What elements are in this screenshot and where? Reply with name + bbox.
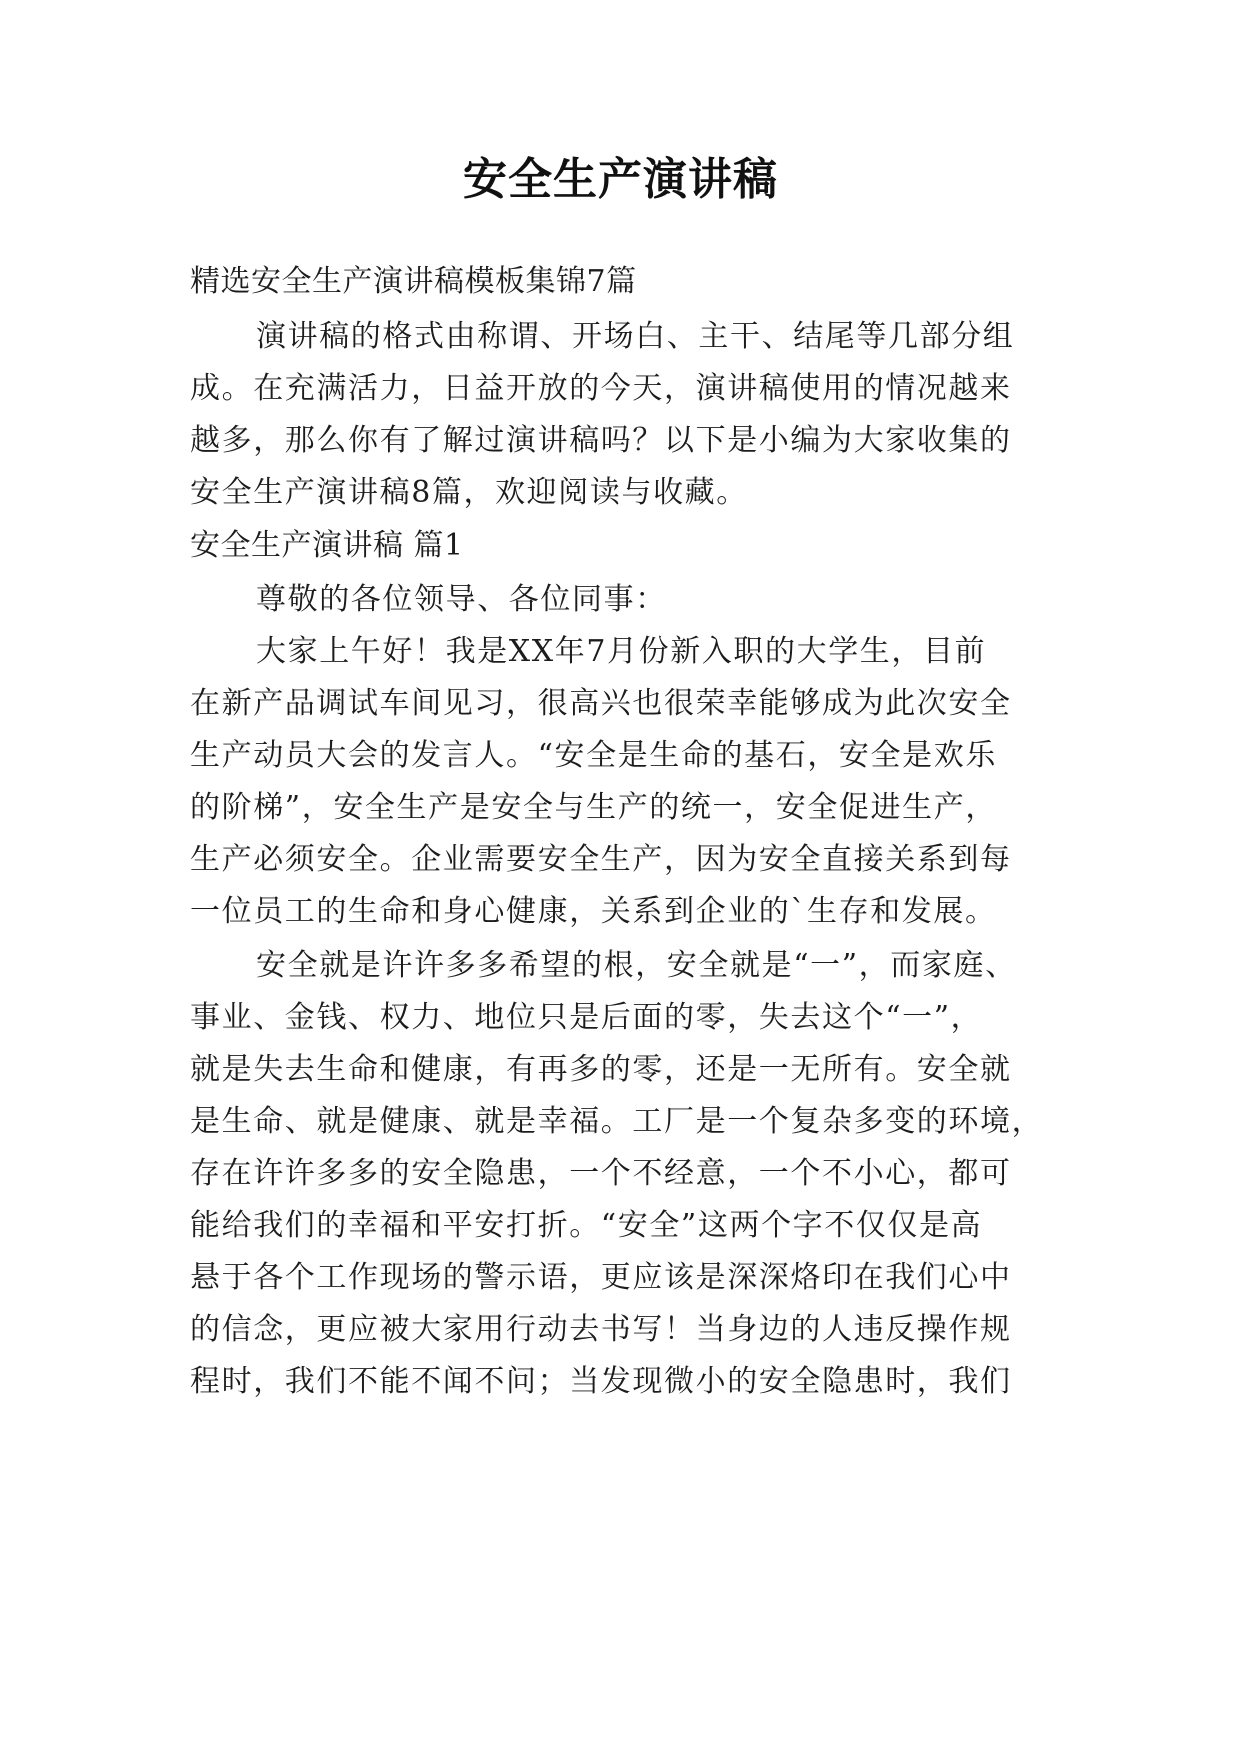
paragraph1-line: 生产必须安全。企业需要安全生产，因为安全直接关系到每 xyxy=(190,842,1012,877)
paragraph2-line: 程时，我们不能不闻不问；当发现微小的安全隐患时，我们 xyxy=(190,1364,1012,1399)
paragraph2-line: 能给我们的幸福和平安打折。“安全”这两个字不仅仅是高 xyxy=(190,1208,983,1243)
greeting: 尊敬的各位领导、各位同事： xyxy=(256,582,667,617)
paragraph1-line: 在新产品调试车间见习，很高兴也很荣幸能够成为此次安全 xyxy=(190,686,1012,721)
paragraph2-line: 悬于各个工作现场的警示语，更应该是深深烙印在我们心中 xyxy=(190,1260,1012,1295)
intro-line: 成。在充满活力，日益开放的今天，演讲稿使用的情况越来 xyxy=(190,371,1012,406)
paragraph1-line: 大家上午好！我是XX年7月份新入职的大学生，目前 xyxy=(256,634,987,669)
paragraph2-line: 就是失去生命和健康，有再多的零，还是一无所有。安全就 xyxy=(190,1052,1012,1087)
intro-line: 越多，那么你有了解过演讲稿吗？以下是小编为大家收集的 xyxy=(190,423,1012,458)
paragraph1-line: 的阶梯”，安全生产是安全与生产的统一，安全促进生产， xyxy=(190,790,997,825)
section-heading: 安全生产演讲稿 篇1 xyxy=(190,528,464,563)
paragraph2-line: 安全就是许许多多希望的根，安全就是“一”，而家庭、 xyxy=(256,948,1017,983)
paragraph2-line: 事业、金钱、权力、地位只是后面的零，失去这个“一”， xyxy=(190,1000,983,1035)
paragraph1-line: 生产动员大会的发言人。“安全是生命的基石，安全是欢乐 xyxy=(190,738,997,773)
intro-line: 演讲稿的格式由称谓、开场白、主干、结尾等几部分组 xyxy=(256,319,1015,354)
paragraph2-line: 存在许许多多的安全隐患，一个不经意，一个不小心，都可 xyxy=(190,1156,1012,1191)
document-title: 安全生产演讲稿 xyxy=(463,154,778,205)
paragraph1-line: 一位员工的生命和身心健康，关系到企业的`生存和发展。 xyxy=(190,894,997,929)
paragraph2-line: 是生命、就是健康、就是幸福。工厂是一个复杂多变的环境， xyxy=(190,1104,1044,1139)
document-subtitle: 精选安全生产演讲稿模板集锦7篇 xyxy=(190,264,637,299)
intro-line: 安全生产演讲稿8篇，欢迎阅读与收藏。 xyxy=(190,475,748,510)
paragraph2-line: 的信念，更应被大家用行动去书写！当身边的人违反操作规 xyxy=(190,1312,1012,1347)
